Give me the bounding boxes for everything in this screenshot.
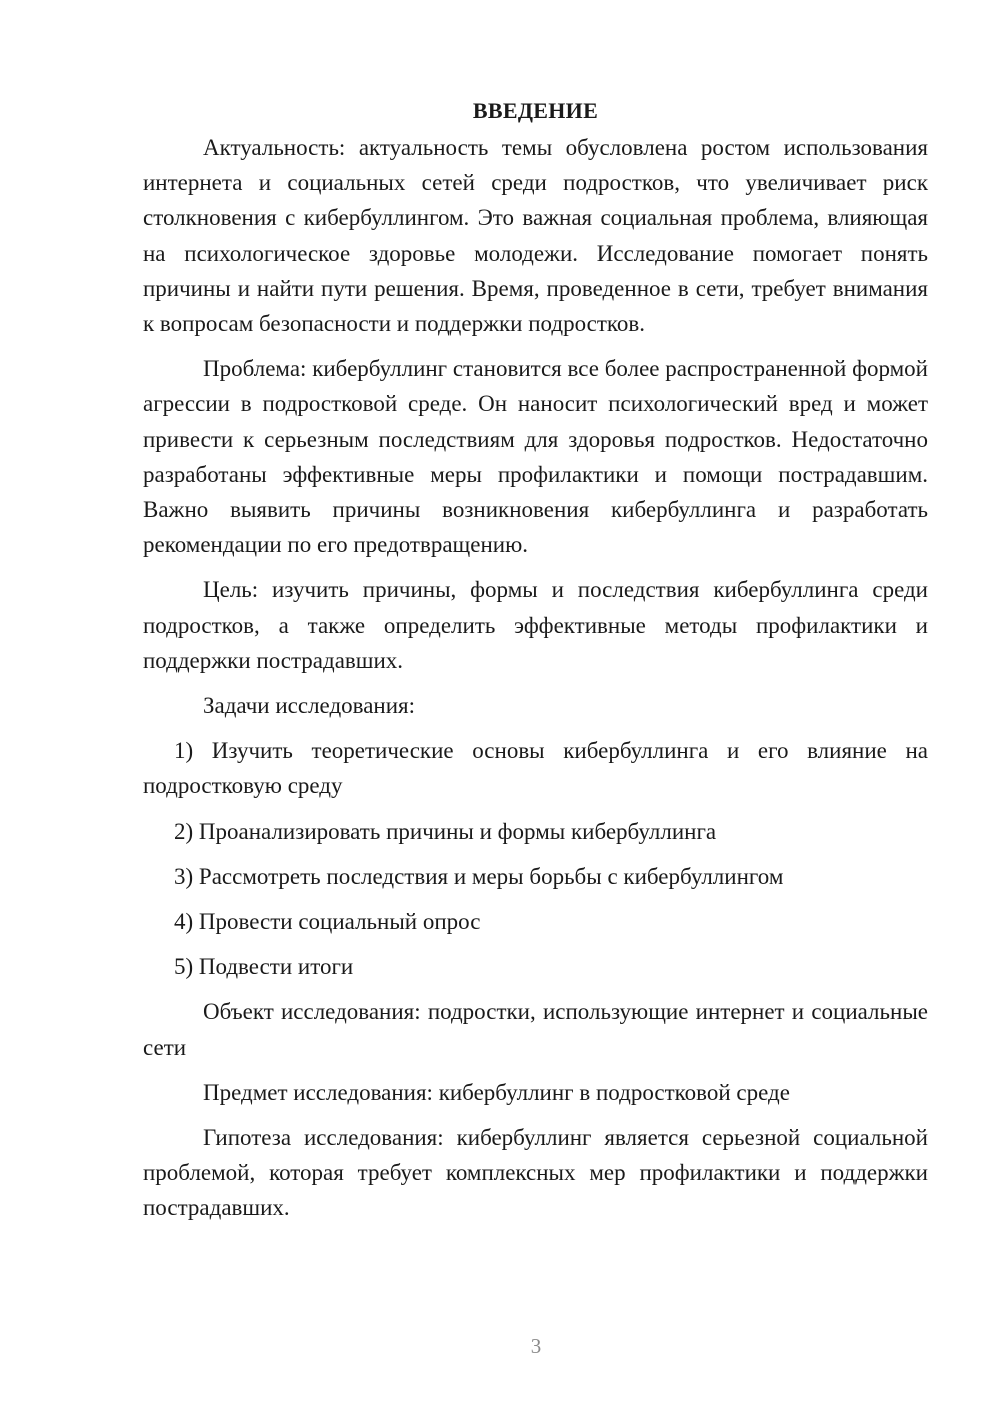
page-content <box>143 93 928 1236</box>
page-number: 3 <box>530 1334 542 1358</box>
paragraph-relevance: Актуальность: актуальность темы обусловлена ростом использования интернета и социальных сетей среди подростков, что увеличивает риск столкновения с кибербуллингом. Это важная социальная проблема, влияющая на психологическое здоровье молодежи. Исследование помогает понять причины и найти пути решения. Время, проведенное в сети, требует внимания к вопросам безопасности и поддержки подростков. <box>143 135 928 337</box>
paragraph-goal: Цель: изучить причины, формы и последствия кибербуллинга среди подростков, а также определить эффективные методы профилактики и поддержки пострадавших. <box>143 577 928 673</box>
tasks-heading: Задачи исследования: <box>203 693 416 719</box>
task-item-5: 5) Подвести итоги <box>174 954 354 980</box>
task-item-2: 2) Проанализировать причины и формы кибербуллинга <box>174 818 717 844</box>
task-item-4: 4) Провести социальный опрос <box>174 909 481 935</box>
task-item-1: 1) Изучить теоретические основы кибербуллинга и его влияние на подростковую среду <box>143 738 928 799</box>
task-item-3: 3) Рассмотреть последствия и меры борьбы с кибербуллингом <box>174 863 784 889</box>
page-title: ВВЕДЕНИЕ <box>472 98 599 123</box>
paragraph-hypothesis: Гипотеза исследования: кибербуллинг является серьезной социальной проблемой, которая требует комплексных мер профилактики и поддержки пострадавших. <box>143 1125 928 1221</box>
paragraph-object: Объект исследования: подростки, использующие интернет и социальные сети <box>143 999 928 1060</box>
paragraph-problem: Проблема: кибербуллинг становится все более распространенной формой агрессии в подростковой среде. Он наносит психологический вред и может привести к серьезным последствиям для здоровья подростков. Недостаточно разработаны эффективные меры профилактики и помощи пострадавшим. Важно выявить причины возникновения кибербуллинга и разработать рекомендации по его предотвращению. <box>143 356 928 558</box>
paragraph-subject: Предмет исследования: кибербуллинг в подростковой среде <box>203 1079 790 1105</box>
